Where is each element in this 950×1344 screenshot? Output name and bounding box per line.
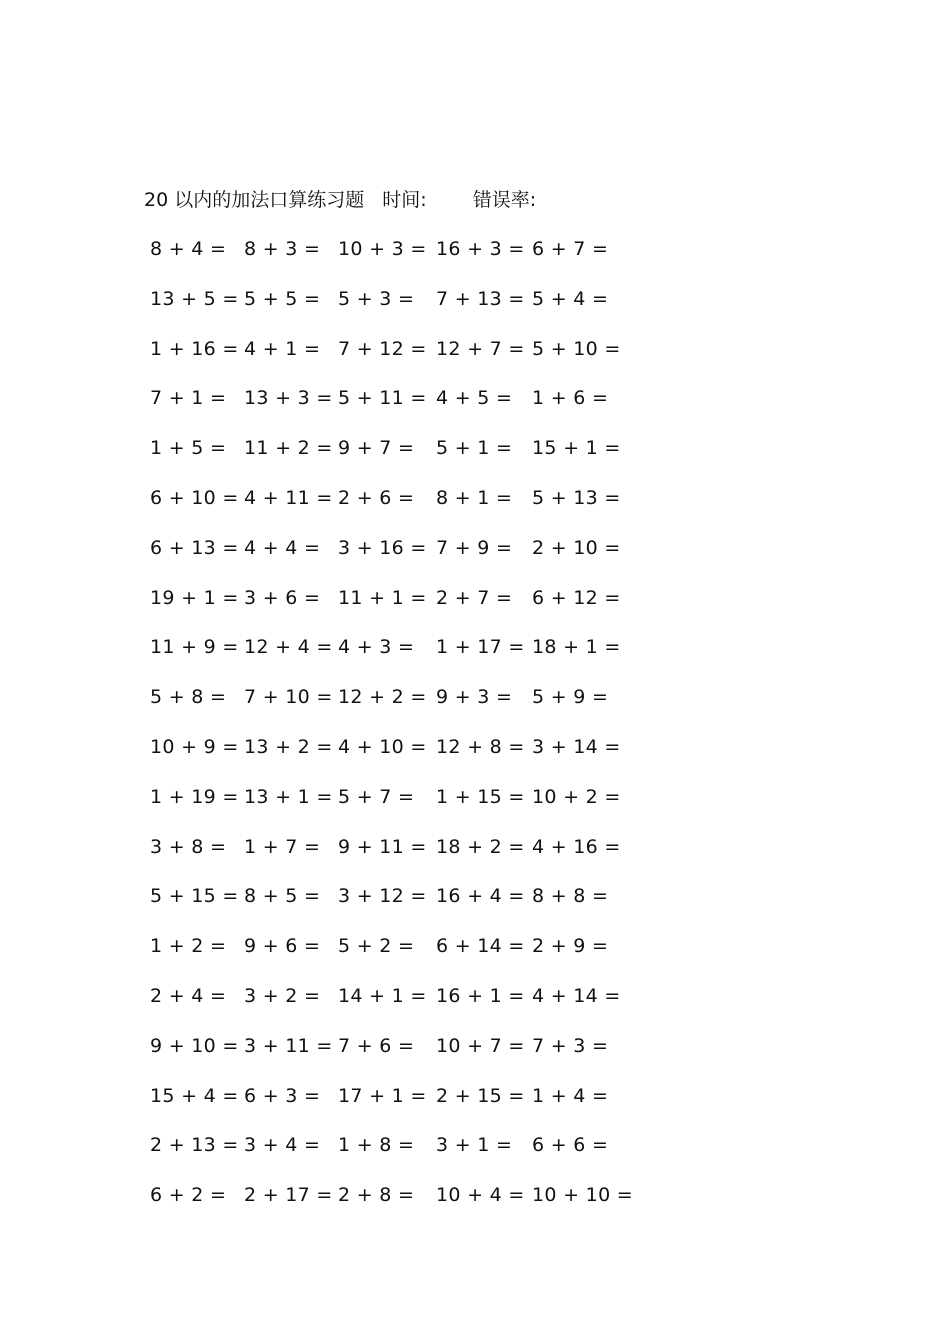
problem-cell: 14 + 1 = xyxy=(338,985,427,1007)
problem-cell: 6 + 12 = xyxy=(532,586,621,609)
problem-cell: 5 + 5 = xyxy=(244,287,321,310)
problem-cell: 9 + 7 = xyxy=(338,437,415,460)
problem-cell: 15 + 4 = xyxy=(150,1084,239,1107)
problem-cell: 1 + 19 = xyxy=(150,785,239,808)
problem-cell: 7 + 13 = xyxy=(436,287,525,310)
problem-cell: 3 + 6 = xyxy=(244,586,321,609)
problem-cell: 10 + 9 = xyxy=(150,736,239,758)
problem-row xyxy=(0,733,950,763)
problem-row xyxy=(0,584,950,614)
problem-row xyxy=(0,833,950,863)
problem-cell: 4 + 3 = xyxy=(338,636,415,659)
problem-cell: 3 + 2 = xyxy=(244,985,321,1007)
problem-cell: 5 + 8 = xyxy=(150,686,227,709)
problem-cell: 5 + 10 = xyxy=(532,337,621,360)
problem-cell: 5 + 9 = xyxy=(532,686,609,709)
problem-cell: 11 + 2 = xyxy=(244,437,333,460)
time-label: 时间: xyxy=(382,189,427,211)
problem-cell: 2 + 17 = xyxy=(244,1184,333,1207)
problem-cell: 2 + 4 = xyxy=(150,985,227,1007)
problem-row xyxy=(0,434,950,464)
problem-row xyxy=(0,683,950,713)
problem-cell: 3 + 11 = xyxy=(244,1034,333,1057)
problem-cell: 3 + 1 = xyxy=(436,1134,513,1157)
problem-cell: 12 + 2 = xyxy=(338,686,427,709)
problem-cell: 9 + 11 = xyxy=(338,835,427,858)
problem-cell: 9 + 10 = xyxy=(150,1034,239,1057)
problem-cell: 2 + 6 = xyxy=(338,487,415,509)
problem-cell: 18 + 2 = xyxy=(436,835,525,858)
problem-cell: 1 + 15 = xyxy=(436,785,525,808)
problem-cell: 5 + 3 = xyxy=(338,287,415,310)
problem-cell: 1 + 2 = xyxy=(150,935,227,958)
problem-cell: 18 + 1 = xyxy=(532,636,621,659)
problem-cell: 8 + 3 = xyxy=(244,238,321,260)
problem-cell: 15 + 1 = xyxy=(532,437,621,460)
problem-cell: 4 + 5 = xyxy=(436,387,513,410)
problem-cell: 2 + 13 = xyxy=(150,1134,239,1157)
problem-cell: 2 + 8 = xyxy=(338,1184,415,1207)
problem-row xyxy=(0,534,950,564)
problem-cell: 19 + 1 = xyxy=(150,586,239,609)
problem-cell: 7 + 12 = xyxy=(338,337,427,360)
problem-cell: 7 + 10 = xyxy=(244,686,333,709)
problem-cell: 2 + 15 = xyxy=(436,1084,525,1107)
problem-cell: 10 + 10 = xyxy=(532,1184,634,1207)
problem-cell: 3 + 8 = xyxy=(150,835,227,858)
problem-cell: 12 + 7 = xyxy=(436,337,525,360)
problem-row xyxy=(0,633,950,663)
problem-cell: 3 + 4 = xyxy=(244,1134,321,1157)
problem-cell: 7 + 6 = xyxy=(338,1034,415,1057)
problem-cell: 1 + 5 = xyxy=(150,437,227,460)
problem-cell: 6 + 13 = xyxy=(150,536,239,559)
problem-cell: 7 + 3 = xyxy=(532,1034,609,1057)
problem-row xyxy=(0,932,950,962)
problem-cell: 4 + 16 = xyxy=(532,835,621,858)
problem-cell: 3 + 12 = xyxy=(338,885,427,908)
problem-cell: 4 + 1 = xyxy=(244,337,321,360)
problem-cell: 5 + 15 = xyxy=(150,885,239,908)
problem-cell: 4 + 14 = xyxy=(532,985,621,1007)
problem-cell: 5 + 11 = xyxy=(338,387,427,410)
problem-cell: 4 + 10 = xyxy=(338,736,427,758)
problem-cell: 8 + 8 = xyxy=(532,885,609,908)
problem-cell: 1 + 7 = xyxy=(244,835,321,858)
problem-cell: 10 + 2 = xyxy=(532,785,621,808)
problem-cell: 2 + 10 = xyxy=(532,536,621,559)
problem-cell: 11 + 1 = xyxy=(338,586,427,609)
error-rate-label: 错误率: xyxy=(472,189,537,211)
problem-row xyxy=(0,384,950,414)
problem-row xyxy=(0,1131,950,1161)
problem-cell: 4 + 4 = xyxy=(244,536,321,559)
problem-cell: 1 + 16 = xyxy=(150,337,239,360)
problem-cell: 16 + 3 = xyxy=(436,238,525,260)
problem-cell: 6 + 14 = xyxy=(436,935,525,958)
problem-cell: 5 + 7 = xyxy=(338,785,415,808)
problem-cell: 8 + 4 = xyxy=(150,238,227,260)
problem-cell: 13 + 1 = xyxy=(244,785,333,808)
problem-cell: 5 + 4 = xyxy=(532,287,609,310)
problem-row xyxy=(0,285,950,315)
problem-row xyxy=(0,783,950,813)
problem-cell: 8 + 1 = xyxy=(436,487,513,509)
problem-row xyxy=(0,1032,950,1062)
problem-cell: 6 + 6 = xyxy=(532,1134,609,1157)
problem-row xyxy=(0,882,950,912)
problem-row xyxy=(0,1181,950,1211)
problem-row xyxy=(0,982,950,1012)
problem-row xyxy=(0,335,950,365)
problem-cell: 16 + 1 = xyxy=(436,985,525,1007)
problem-row xyxy=(0,484,950,514)
problem-cell: 8 + 5 = xyxy=(244,885,321,908)
problem-cell: 6 + 3 = xyxy=(244,1084,321,1107)
problem-cell: 13 + 5 = xyxy=(150,287,239,310)
worksheet-title: 20 以内的加法口算练习题 xyxy=(144,189,365,211)
problem-cell: 17 + 1 = xyxy=(338,1084,427,1107)
problem-cell: 7 + 1 = xyxy=(150,387,227,410)
problem-cell: 1 + 8 = xyxy=(338,1134,415,1157)
problem-cell: 2 + 9 = xyxy=(532,935,609,958)
problem-cell: 12 + 8 = xyxy=(436,736,525,758)
problem-cell: 4 + 11 = xyxy=(244,487,333,509)
problem-cell: 6 + 7 = xyxy=(532,238,609,260)
problem-cell: 6 + 2 = xyxy=(150,1184,227,1207)
problem-cell: 1 + 17 = xyxy=(436,636,525,659)
problem-cell: 11 + 9 = xyxy=(150,636,239,659)
problem-cell: 10 + 7 = xyxy=(436,1034,525,1057)
problem-cell: 5 + 13 = xyxy=(532,487,621,509)
problem-cell: 9 + 6 = xyxy=(244,935,321,958)
problem-cell: 1 + 6 = xyxy=(532,387,609,410)
problem-cell: 16 + 4 = xyxy=(436,885,525,908)
problem-cell: 6 + 10 = xyxy=(150,487,239,509)
problem-cell: 12 + 4 = xyxy=(244,636,333,659)
problem-cell: 3 + 16 = xyxy=(338,536,427,559)
problem-cell: 1 + 4 = xyxy=(532,1084,609,1107)
problem-cell: 5 + 2 = xyxy=(338,935,415,958)
problem-cell: 5 + 1 = xyxy=(436,437,513,460)
problem-cell: 13 + 3 = xyxy=(244,387,333,410)
problem-row xyxy=(0,1082,950,1112)
problem-cell: 9 + 3 = xyxy=(436,686,513,709)
problem-cell: 10 + 3 = xyxy=(338,238,427,260)
problem-cell: 13 + 2 = xyxy=(244,736,333,758)
problem-cell: 2 + 7 = xyxy=(436,586,513,609)
problem-cell: 7 + 9 = xyxy=(436,536,513,559)
problem-cell: 10 + 4 = xyxy=(436,1184,525,1207)
problem-row xyxy=(0,235,950,265)
problem-cell: 3 + 14 = xyxy=(532,736,621,758)
